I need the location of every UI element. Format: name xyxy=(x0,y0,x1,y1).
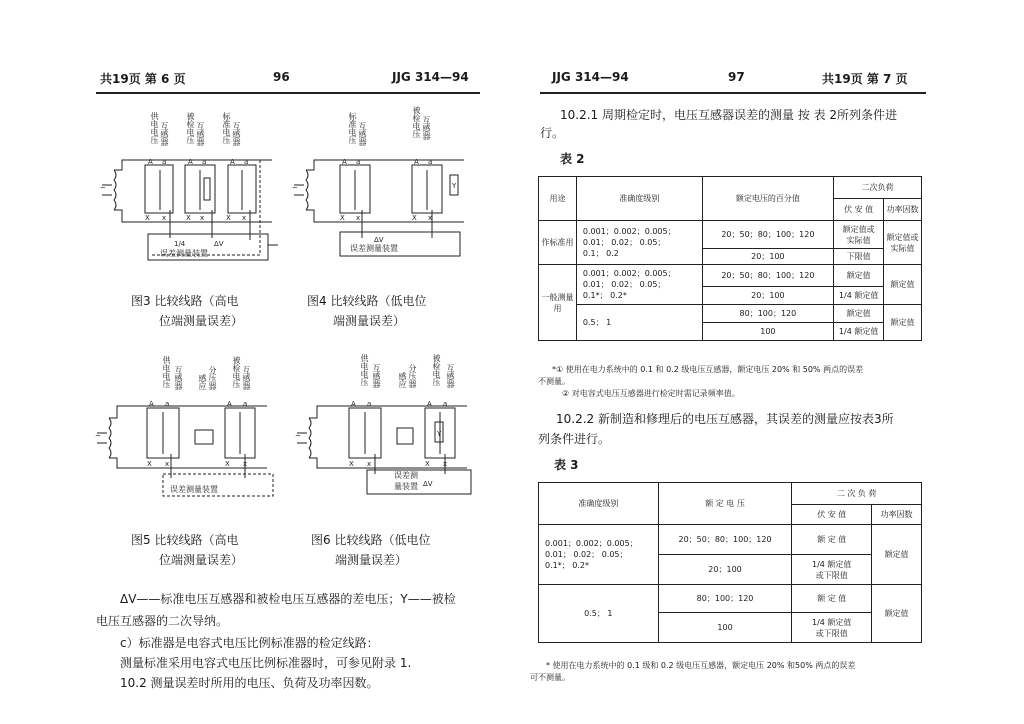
t2-use-standard: 作标准用 xyxy=(539,221,577,265)
t3-head-va: 伏 安 值 xyxy=(792,505,872,525)
fig6-device-label-line2: 量装置 xyxy=(394,482,418,491)
svg-text:Y: Y xyxy=(452,182,457,190)
svg-text:a: a xyxy=(165,400,170,408)
t2-grade-1-line3: 0.1； 0.2 xyxy=(582,249,619,258)
svg-text:1/4: 1/4 xyxy=(174,240,186,248)
t2-va-5: 额定值 xyxy=(834,305,884,323)
fig6-label-5: 被检电压 xyxy=(432,354,441,386)
t2-grade-2-line1: 0.001；0.002；0.005； xyxy=(582,269,676,278)
t2-head-va: 伏 安 值 xyxy=(834,199,884,221)
fig6-device-label-line1: 误差测 xyxy=(394,471,418,480)
fig3-label-4: 互感器 xyxy=(196,122,205,146)
svg-text:A: A xyxy=(148,158,153,166)
t2-grade-1-line1: 0.001；0.002；0.005； xyxy=(582,227,676,236)
fig3-caption-line2: 位端测量误差） xyxy=(159,314,244,328)
left-header-page-count: 共19页 第 6 页 xyxy=(100,72,186,86)
left-text-line3: c）标准器是电容式电压比例标准器的检定线路： xyxy=(120,636,379,650)
svg-text:A: A xyxy=(188,158,193,166)
t3-va-1: 额 定 值 xyxy=(792,525,872,555)
right-header-standard-code: JJG 314—94 xyxy=(552,70,629,84)
svg-text:X: X xyxy=(186,214,191,222)
svg-text:~: ~ xyxy=(95,432,101,440)
svg-text:x: x xyxy=(356,214,361,222)
t2-va-2: 下限值 xyxy=(834,249,884,265)
t3-grade-2: 0.5； 1 xyxy=(539,585,659,643)
svg-text:ΔV: ΔV xyxy=(214,240,224,248)
svg-text:A: A xyxy=(414,158,419,166)
fig5-device-label: 误差测量装置 xyxy=(170,485,218,494)
svg-text:a: a xyxy=(443,400,448,408)
svg-text:x: x xyxy=(165,460,170,468)
t3-grade-1-line3: 0.1*； 0.2* xyxy=(545,561,589,570)
fig6-caption-line2: 端测量误差） xyxy=(335,553,408,567)
svg-text:A: A xyxy=(342,158,347,166)
fig3-label-5: 标准电压 xyxy=(222,112,231,144)
svg-text:X: X xyxy=(340,214,345,222)
t2-use-general: 一般测量用 xyxy=(539,265,577,341)
fig4-label-1: 标准电压 xyxy=(348,112,357,144)
t2-pf-2: 额定值 xyxy=(884,265,922,305)
table3-label: 表 3 xyxy=(554,458,579,472)
table-3 xyxy=(538,482,922,643)
t3-head-pf: 功率因数 xyxy=(872,505,922,525)
table2-note2: ② 对电容式电压互感器进行检定时需记录频率值。 xyxy=(562,389,740,398)
svg-text:x: x xyxy=(162,214,167,222)
svg-text:a: a xyxy=(244,158,249,166)
t2-va-1-line2: 实际值 xyxy=(846,235,871,245)
t2-grade-2-line3: 0.1*； 0.2* xyxy=(582,291,627,300)
svg-text:ΔV: ΔV xyxy=(423,480,433,488)
fig3-label-6: 互感器 xyxy=(232,122,241,146)
t2-voltage-3: 20；50；80；100；120 xyxy=(702,265,834,287)
fig5-caption-line1: 图5 比较线路（高电 xyxy=(131,533,239,547)
t3-head-grade: 准确度级别 xyxy=(539,483,659,525)
fig6-label-3: 感应 xyxy=(398,372,407,388)
t3-head-burden: 二 次 负 荷 xyxy=(792,483,922,505)
svg-text:X: X xyxy=(145,214,150,222)
para-10-2-2-line1: 10.2.2 新制造和修理后的电压互感器，其误差的测量应按表3所 xyxy=(556,412,894,426)
t3-voltage-2: 20；100 xyxy=(658,555,792,585)
t2-head-burden: 二次负荷 xyxy=(834,177,922,199)
fig6-caption-line1: 图6 比较线路（低电位 xyxy=(311,533,431,547)
svg-text:X: X xyxy=(225,460,230,468)
left-text-line5: 10.2 测量误差时所用的电压、负荷及功率因数。 xyxy=(120,676,379,690)
fig5-label-3: 感应 xyxy=(198,374,207,390)
right-header-page-count: 共19页 第 7 页 xyxy=(822,72,908,86)
t2-grade-3: 0.5； 1 xyxy=(576,305,702,341)
svg-text:X: X xyxy=(349,460,354,468)
t2-grade-2-line2: 0.01； 0.02； 0.05； xyxy=(582,280,666,289)
fig5-caption-line2: 位端测量误差） xyxy=(159,553,244,567)
fig6-label-1: 供电电压 xyxy=(360,354,369,386)
t3-va-2-line2: 或下限值 xyxy=(815,570,848,580)
left-text-line2: 电压互感器的二次导纳。 xyxy=(96,614,229,628)
left-header-page-number: 96 xyxy=(273,70,290,84)
svg-text:X: X xyxy=(226,214,231,222)
svg-text:x: x xyxy=(443,460,448,468)
t2-pf-1 xyxy=(884,221,922,265)
t3-va-2 xyxy=(792,555,872,585)
fig4-label-4: 互感器 xyxy=(422,116,431,140)
t3-voltage-4: 100 xyxy=(658,613,792,643)
t2-voltage-1: 20；50；80；100；120 xyxy=(702,221,834,249)
fig5-label-6: 互感器 xyxy=(242,366,251,390)
fig4-label-2: 互感器 xyxy=(358,122,367,146)
t2-va-1 xyxy=(834,221,884,249)
fig6-label-2: 互感器 xyxy=(372,364,381,388)
t2-voltage-5: 80；100；120 xyxy=(702,305,834,323)
fig3-label-3: 被检电压 xyxy=(186,112,195,144)
fig4-device-label: 误差测量装置 xyxy=(350,244,398,253)
t2-voltage-2: 20；100 xyxy=(702,249,834,265)
t2-pf-1-line1: 额定值或 xyxy=(886,232,919,242)
table2-label: 表 2 xyxy=(560,152,585,166)
fig3-device-label: 误差测量装置 xyxy=(160,249,208,258)
t3-grade-1-line2: 0.01； 0.02； 0.05； xyxy=(545,550,628,559)
svg-text:~: ~ xyxy=(292,184,298,192)
fig3-label-2: 互感器 xyxy=(160,122,169,146)
para-10-2-1-line1: 10.2.1 周期检定时，电压互感器误差的测量 按 表 2所列条件进 xyxy=(560,108,898,122)
fig6-circuit-diagram xyxy=(295,398,475,500)
fig3-caption-line1: 图3 比较线路（高电 xyxy=(131,294,239,308)
table-2 xyxy=(538,176,922,341)
fig4-caption-line1: 图4 比较线路（低电位 xyxy=(307,294,427,308)
t3-va-3: 额 定 值 xyxy=(792,585,872,613)
t2-grade-2 xyxy=(576,265,702,305)
t3-pf-1: 额定值 xyxy=(872,525,922,585)
svg-text:a: a xyxy=(162,158,167,166)
table2-note1-line2: 不测量。 xyxy=(538,377,570,386)
svg-text:a: a xyxy=(356,158,361,166)
para-10-2-1-line2: 行。 xyxy=(540,126,565,140)
fig5-label-5: 被检电压 xyxy=(232,356,241,388)
svg-text:~: ~ xyxy=(295,432,301,440)
t2-voltage-6: 100 xyxy=(702,323,834,341)
svg-text:A: A xyxy=(427,400,432,408)
fig5-label-1: 供电电压 xyxy=(162,356,171,388)
right-header-page-number: 97 xyxy=(728,70,745,84)
svg-text:ΔV: ΔV xyxy=(374,236,384,244)
fig4-caption-line2: 端测量误差） xyxy=(333,314,406,328)
svg-text:Y: Y xyxy=(437,430,442,438)
t3-va-4 xyxy=(792,613,872,643)
t2-pf-1-line2: 实际值 xyxy=(890,243,915,253)
t3-grade-1-line1: 0.001；0.002；0.005； xyxy=(545,539,638,548)
svg-text:x: x xyxy=(242,214,247,222)
svg-text:a: a xyxy=(202,158,207,166)
t2-pf-3: 额定值 xyxy=(884,305,922,341)
t3-pf-2: 额定值 xyxy=(872,585,922,643)
fig5-label-4: 分压器 xyxy=(208,366,217,390)
svg-text:a: a xyxy=(243,400,248,408)
t2-head-use: 用途 xyxy=(539,177,577,221)
left-text-line1: ΔV——标准电压互感器和被检电压互感器的差电压；Y——被检 xyxy=(120,592,456,606)
table3-note-line1: * 使用在电力系统中的 0.1 级和 0.2 级电压互感器，额定电压 20% 和50% 两点的误差 xyxy=(546,661,856,670)
fig6-label-4: 分压器 xyxy=(408,364,417,388)
left-header-rule xyxy=(96,92,480,94)
left-header-standard-code: JJG 314—94 xyxy=(392,70,469,84)
svg-text:a: a xyxy=(367,400,372,408)
svg-text:A: A xyxy=(227,400,232,408)
svg-text:~: ~ xyxy=(100,184,106,192)
fig4-label-3: 被检电压 xyxy=(412,106,421,138)
svg-text:X: X xyxy=(425,460,430,468)
svg-text:x: x xyxy=(428,214,433,222)
t3-voltage-1: 20；50；80；100；120 xyxy=(658,525,792,555)
table3-note-line2: 可不测量。 xyxy=(530,673,570,682)
svg-text:x: x xyxy=(200,214,205,222)
t2-grade-1-line2: 0.01； 0.02； 0.05； xyxy=(582,238,666,247)
left-text-line4: 测量标准采用电容式电压比例标准器时，可参见附录 1. xyxy=(120,656,412,670)
right-header-rule xyxy=(540,92,926,94)
t2-head-grade: 准确度级别 xyxy=(576,177,702,221)
t3-voltage-3: 80；100；120 xyxy=(658,585,792,613)
svg-text:X: X xyxy=(147,460,152,468)
t2-va-4: 1/4 额定值 xyxy=(834,287,884,305)
t3-va-4-line2: 或下限值 xyxy=(815,628,848,638)
t3-va-2-line1: 1/4 额定值 xyxy=(812,559,852,569)
svg-text:A: A xyxy=(149,400,154,408)
t2-grade-1 xyxy=(576,221,702,265)
t2-va-1-line1: 额定值或 xyxy=(842,224,875,234)
svg-text:x: x xyxy=(367,460,372,468)
svg-text:x: x xyxy=(243,460,248,468)
t2-va-3: 额定值 xyxy=(834,265,884,287)
t3-va-4-line1: 1/4 额定值 xyxy=(812,617,852,627)
svg-text:a: a xyxy=(428,158,433,166)
svg-text:X: X xyxy=(412,214,417,222)
fig3-label-1: 供电电压 xyxy=(150,112,159,144)
fig6-label-6: 互感器 xyxy=(446,364,455,388)
para-10-2-2-line2: 列条件进行。 xyxy=(538,432,611,446)
t2-head-voltage: 额定电压的百分值 xyxy=(702,177,834,221)
svg-text:A: A xyxy=(351,400,356,408)
t3-head-voltage: 额 定 电 压 xyxy=(658,483,792,525)
svg-text:A: A xyxy=(230,158,235,166)
table2-note1-line1: *① 使用在电力系统中的 0.1 和 0.2 级电压互感器，额定电压 20% 和 50% 两点的误差 xyxy=(552,365,864,374)
t2-va-6: 1/4 额定值 xyxy=(834,323,884,341)
t2-head-pf: 功率因数 xyxy=(884,199,922,221)
t3-grade-1 xyxy=(539,525,659,585)
fig5-label-2: 互感器 xyxy=(174,366,183,390)
t2-voltage-4: 20；100 xyxy=(702,287,834,305)
